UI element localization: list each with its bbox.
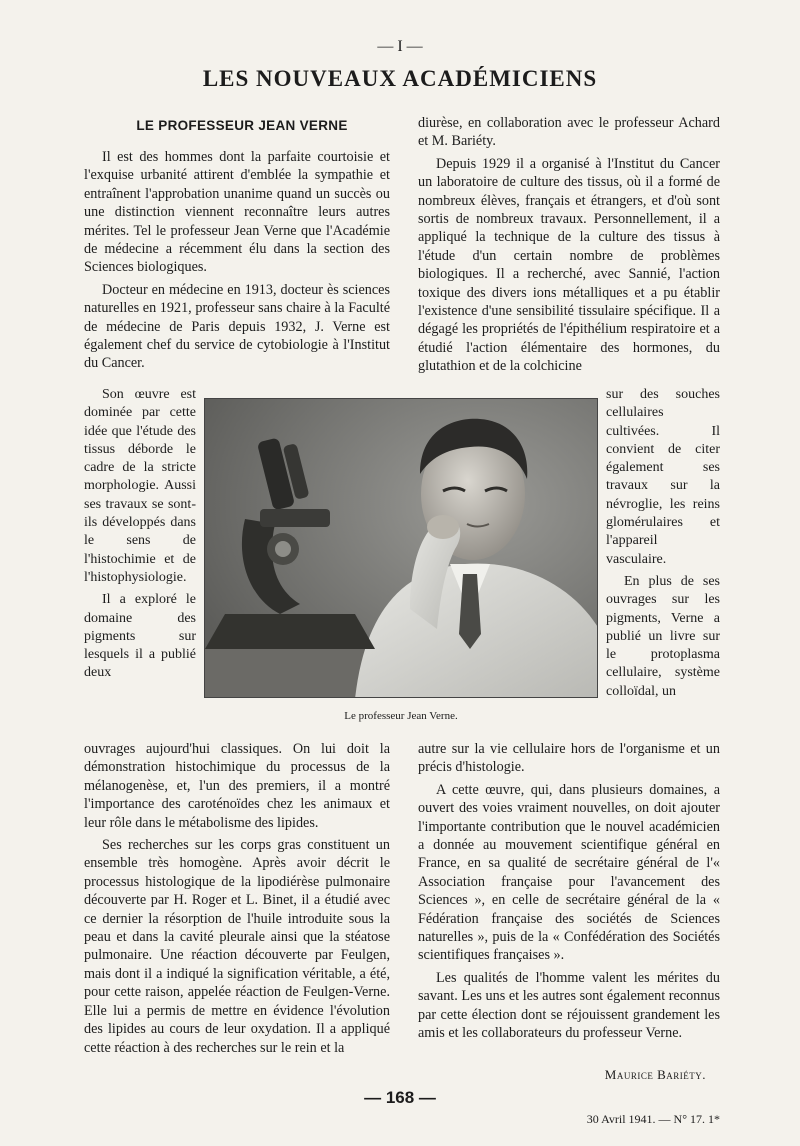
- paragraph: Ses recherches sur les corps gras constituent un ensemble très homogène. Après avoir décrit le processus histologique de la lipodiérèse pulmonaire découverte par H. Roger et L. Binet, il a étudié avec ce dernier la résorption de l'huile introduite sous la peau et dans la cavité pleurale ainsi que la stéatose pulmonaire. Une réaction découverte par Feulgen, mais dont il a indiqué la signification véritable, a été, pour cette raison, appelée réaction de Feulgen-Verne. Elle lui a permis de mettre en évidence l'évolution des lipides au cours de leur oxydation. Il a appliqué cette réaction à des recherches sur le rein et la: [84, 837, 390, 1056]
- paragraph: sur des souches cellulaires cultivées. Il convient de citer également ses travaux sur la névroglie, les reins glomérulaires et l'appareil vasculaire.: [606, 387, 720, 567]
- paragraph: ouvrages aujourd'hui classiques. On lui doit la démonstration histochimique du processus de la mélanogenèse, et, l'un des premiers, il a montré l'importance des caroténoïdes chez les animaux et leur rôle dans le métabolisme des lipides.: [84, 741, 390, 831]
- portrait-photo: [204, 398, 598, 698]
- paragraph: Son œuvre est dominée par cette idée que l'étude des tissus déborde le cadre de la stricte morphologie. Aussi ses travaux se sont-ils développés dans le sens de l'histochimie et de l'histophysiologie.: [84, 387, 196, 585]
- article-heading: LE PROFESSEUR JEAN VERNE: [136, 118, 348, 133]
- paragraph: Il est des hommes dont la parfaite courtoisie et l'exquise urbanité attirent d'emblée la sympathie et entraînent l'approbation unanime quand un succès ou une distinction viennent reconnaître leurs autres mérites. Tel le professeur Jean Verne que l'Académie de médecine a récemment élu dans la section des Sciences biologiques.: [84, 149, 390, 276]
- paragraph: Depuis 1929 il a organisé à l'Institut du Cancer un laboratoire de culture des tissus, où il a formé de nombreux élèves, français et étrangers, et d'où sont sortis de nombreux travaux. Personnellement, il a appliqué la technique de la culture des tissus à l'étude d'un certain nombre de problèmes biologiques. Il a recherché, avec Sannié, l'action toxique des divers ions métalliques et a pu établir l'existence d'une sensibilité tissulaire spécifique. Il a dégagé les propriétés de l'épithélium respiratoire et a étudié l'action élémentaire des hormones, du glutathion et de la colchicine: [418, 155, 720, 375]
- right-column-wrap: [606, 386, 720, 701]
- paragraph: A cette œuvre, qui, dans plusieurs domaines, a ouvert des voies vraiment nouvelles, on doit ajouter l'importante contribution que le nouvel académicien a donnée au mouvement scientifique général en France, en sa qualité de secrétaire général de l'« Association française pour l'avancement des Sciences », en celle de secrétaire général de la « Fédération française des sociétés de Sciences naturelles », puis de la « Confédération des Sociétés scientifiques françaises ».: [418, 781, 720, 964]
- page-title: LES NOUVEAUX ACADÉMICIENS: [202, 66, 598, 91]
- paragraph: autre sur la vie cellulaire hors de l'organisme et un précis d'histologie.: [418, 741, 720, 776]
- author-signature: Maurice Bariéty.: [604, 1067, 706, 1082]
- left-column-wrap: [84, 386, 196, 683]
- left-column-bottom: [84, 740, 390, 1057]
- page-number: — 168 —: [364, 1088, 436, 1107]
- paragraph: Les qualités de l'homme valent les mérites du savant. Les uns et les autres sont également reconnus par cette élection dont se réjouissent grandement les amis et les collaborateurs du professeur Verne.: [418, 969, 720, 1042]
- paragraph: Il a exploré le domaine des pigments sur lesquels il a publié deux: [84, 592, 196, 681]
- paragraph: Docteur en médecine en 1913, docteur ès sciences naturelles en 1921, professeur sans chaire à la Faculté de médecine de Paris depuis 1932, J. Verne est également chef du service de cytobiologie à l'Institut du Cancer.: [84, 281, 390, 372]
- photo-caption: Le professeur Jean Verne.: [344, 710, 458, 722]
- folio-top: — I —: [377, 38, 423, 55]
- left-column-top: [84, 148, 390, 373]
- portrait-illustration: [205, 399, 598, 698]
- issue-date: 30 Avril 1941. — N° 17. 1*: [586, 1112, 720, 1126]
- paragraph: En plus de ses ouvrages sur les pigments, Verne a publié un livre sur le protoplasma cellulaire, système colloïdal, un: [606, 573, 720, 699]
- right-column-bottom: [418, 740, 720, 1043]
- paragraph: diurèse, en collaboration avec le professeur Achard et M. Bariéty.: [418, 115, 720, 150]
- right-column-top: [418, 114, 720, 376]
